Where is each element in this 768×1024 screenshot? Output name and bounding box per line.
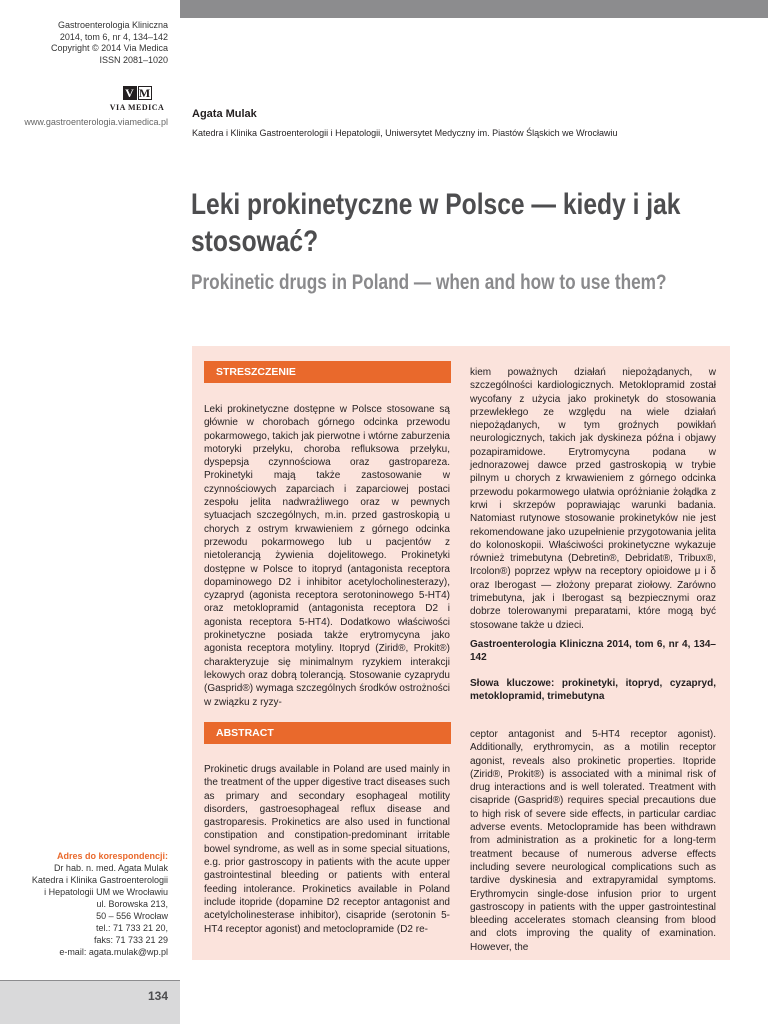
streszczenie-heading: STRESZCZENIE	[204, 361, 451, 383]
keywords: Słowa kluczowe: prokinetyki, itopryd, cyzapryd, metoklopramid, trimebutyna	[470, 677, 716, 702]
logo-text: VIA MEDICA	[109, 103, 165, 112]
via-medica-logo	[106, 84, 168, 112]
abstract-text-2: ceptor antagonist and 5-HT4 receptor agonist). Additionally, erythromycin, as a motilin receptor agonist, reveals also prokinetic properties. Itopride (Zirid®, Prokit®) is associated with a minimal risk of drug interactions and is well tolerated. Treatment with cisapride (Gasprid®) requires special precautions due to high risk of severe side effects, in particular cardiac adverse events. Metoclopramide has been withdrawn from administration as a prokinetic for a long-term treatment because of numerous adverse effects including severe neurological complications such as tardive dyskinesia and extrapyramidal symptoms. Erythromycin single-dose infusion prior to urgent gastroscopy in patients with the upper gastrointestinal bleeding accelerates stomach cleansing from blood and clots improving the quality of examination. However, the	[470, 729, 716, 953]
logo-mark	[123, 86, 152, 100]
author-name: Agata Mulak	[192, 108, 257, 120]
streszczenie-text-2: kiem poważnych działań niepożądanych, w szczególności kardiologicznych. Metoklopramid został wycofany z użycia jako prokinetyk do stosowania przewlekłego ze względu na wiele działań niepożądanych, w tym groźnych powikłań neurologicznych, takich jak dyskineza późna i objawy pozapiramidowe. Erytromycyna podana w jednorazowej dawce przed gastroskopią w trybie pilnym u chorych z krwawieniem z górnego odcinka przewodu pokarmowego ułatwia opróżnianie żołądka z krwi i skrzepów poprawiając warunki badania. Natomiast rutynowe stosowanie prokinetyków nie jest rekomendowane jako uzupełnienie przygotowania jelita do kolonoskopii. Właściwości prokinetyczne wykazuje również trimebutyna (Debretin®, Debridat®, Tribux®, Ircolon®) poprzez wpływ na receptory opioidowe μ i δ oraz Iberogast — złożony preparat ziołowy. Zarówno trimebutyna, jak i Iberogast są bezpiecznymi oraz dobrze tolerowanymi preparatami, które mogą być stosowane także u dzieci.	[470, 367, 716, 631]
journal-info	[0, 20, 168, 66]
streszczenie-text-1: Leki prokinetyczne dostępne w Polsce stosowane są głównie w chorobach górnego odcinka przewodu pokarmowego, takich jak pierwotne i wtórne zaburzenia motoryki przełyku, choroba refluksowa przełyku, dyspepsja czynnościowa oraz gastropareza. Prokinetyki mają także zastosowanie w czynnościowych zaparciach i zaparciowej postaci zespołu jelita nadwrażliwego oraz w pewnych sytuacjach szczególnych, m.in. przed gastroskopią u chorych z ostrym krwawieniem z górnego odcinka przewodu pokarmowego lub u pacjentów z nietolerancją żywienia dojelitowego. Prokinetyki dostępne w Polsce to itopryd (antagonista receptora dopaminowego D2 i inhibitor acetylocholinesterazy), cyzapryd (agonista receptora serotoninowego 5-HT4) oraz metoklopramid (antagonista receptora D2 i agonista receptora 5-HT4). Dodatkowo właściwości prokinetyczne posiada także erytromycyna jako agonista receptora motyliny. Itopryd (Zirid®, Prokit®) charakteryzuje się minimalnym ryzykiem interakcji lekowych oraz dobrą tolerancją. Stosowanie cyzaprydu (Gasprid®) wymaga szczególnych środków ostrożności w związku z ryzy-	[204, 404, 450, 708]
journal-line: Copyright © 2014 Via Medica	[50, 43, 168, 53]
page-number-rule	[0, 980, 180, 981]
correspondence-line: Katedra i Klinika Gastroenterologii	[31, 875, 168, 885]
streszczenie-column-1	[204, 403, 450, 709]
author-affiliation: Katedra i Klinika Gastroenterologii i Hepatologii, Uniwersytet Medyczny im. Piastów Śląskich we Wrocławiu	[192, 128, 618, 138]
journal-website-link[interactable]: www.gastroenterologia.viamedica.pl	[24, 117, 168, 127]
correspondence-heading: Adres do korespondencji:	[56, 851, 168, 861]
title-polish: Leki prokinetyczne w Polsce — kiedy i jak stosować?	[191, 188, 681, 258]
correspondence-line: Dr hab. n. med. Agata Mulak	[53, 863, 168, 873]
citation: Gastroenterologia Kliniczna 2014, tom 6, nr 4, 134–142	[470, 638, 716, 664]
journal-line: Gastroenterologia Kliniczna	[57, 20, 168, 30]
correspondence-line: ul. Borowska 213,	[96, 899, 168, 909]
correspondence-line: tel.: 71 733 21 20,	[95, 923, 168, 933]
correspondence-address	[0, 850, 168, 958]
journal-line: ISSN 2081–1020	[99, 54, 168, 65]
correspondence-email[interactable]: e-mail: agata.mulak@wp.pl	[59, 947, 168, 957]
correspondence-line: i Hepatologii UM we Wrocławiu	[44, 887, 168, 897]
abstract-heading: ABSTRACT	[204, 722, 451, 744]
journal-line: 2014, tom 6, nr 4, 134–142	[59, 31, 168, 42]
streszczenie-column-2	[470, 366, 716, 703]
abstract-column-2	[470, 728, 716, 954]
abstract-text-1: Prokinetic drugs available in Poland are used mainly in the treatment of the upper digestive tract diseases such as primary and secondary esophageal motility disorders, gastroesophageal reflux disease and gastroparesis. Prokinetics are also used in functional constipation and constipation-predominant irritable bowel syndrome, as well as in some special situations, e.g. prior gastroscopy in patients with the acute upper gastrointestinal bleeding or patients with enteral feeding intolerance. Prokinetics available in Poland include itopride (dopamine D2 receptor antagonist and acetylcholinesterase inhibitor), cisapride (serotonin 5-HT4 receptor agonist) and metoclopramide (D2 re-	[204, 764, 450, 935]
abstract-column-1	[204, 763, 450, 936]
page-number: 134	[147, 989, 168, 1003]
title-english: Prokinetic drugs in Poland — when and how to use them?	[191, 271, 667, 294]
correspondence-line: faks: 71 733 21 29	[93, 935, 168, 945]
logo-mark-left: V	[123, 86, 137, 100]
logo-mark-right: M	[138, 86, 151, 100]
header-bar-gap	[0, 0, 180, 18]
correspondence-line: 50 – 556 Wrocław	[96, 911, 168, 921]
